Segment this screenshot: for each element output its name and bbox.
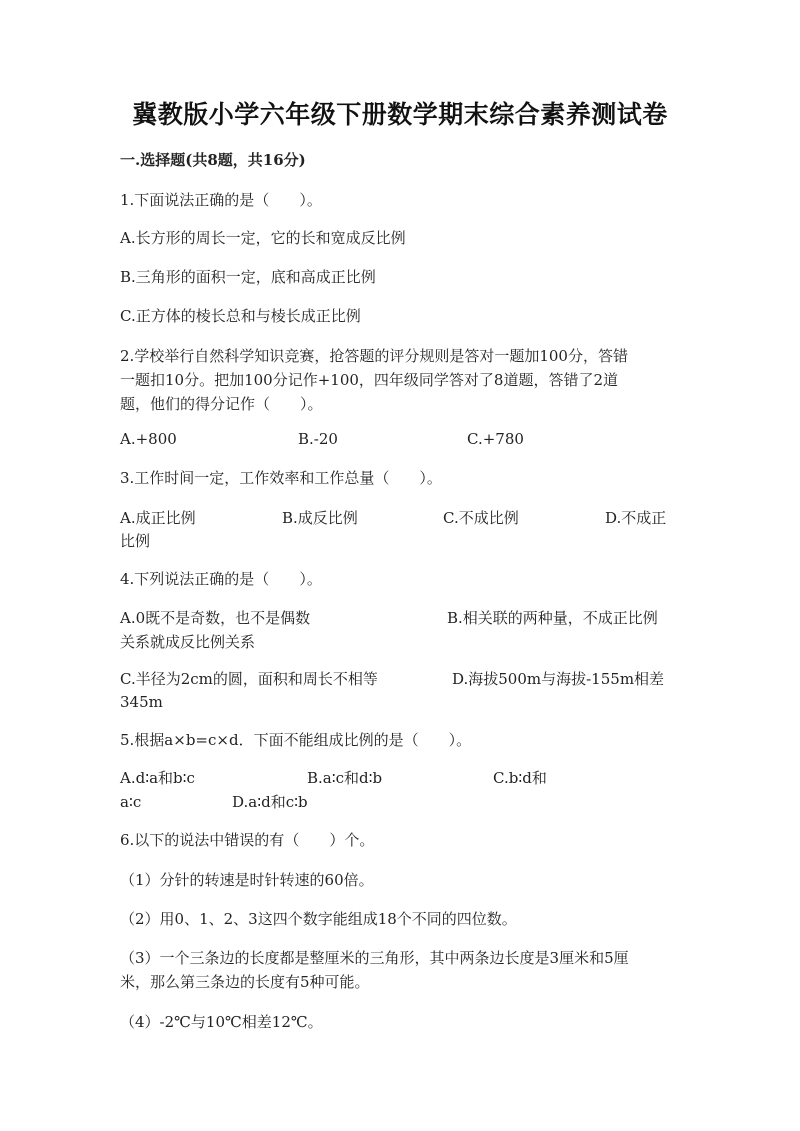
question-2-option-a: A.+800	[120, 430, 177, 448]
question-3-option-d: D.不成正	[605, 509, 667, 527]
question-5-option-a: A.d∶a和b∶c	[120, 769, 195, 787]
question-6-stem: 6.以下的说法中错误的有（ ）个。	[120, 831, 375, 849]
question-5-option-b: B.a∶c和d∶b	[307, 769, 383, 787]
question-3-option-d-continued: 比例	[120, 532, 151, 550]
question-3-stem: 3.工作时间一定，工作效率和工作总量（ ）。	[120, 469, 442, 487]
question-4-option-d-continued: 345m	[120, 693, 163, 711]
question-4-option-d: D.海拔500m与海拔-155m相差	[452, 670, 665, 688]
question-6-item-4: （4）-2℃与10℃相差12℃。	[120, 1013, 323, 1031]
question-2-option-b: B.-20	[298, 430, 338, 448]
question-6-item-1: （1）分针的转速是时针转速的60倍。	[120, 871, 374, 889]
section-heading: 一.选择题(共8题，共16分)	[120, 151, 306, 169]
question-6-item-3-line-2: 米，那么第三条边的长度有5种可能。	[120, 973, 370, 991]
question-2-option-c: C.+780	[467, 430, 524, 448]
question-6-item-2: （2）用0、1、2、3这四个数字能组成18个不同的四位数。	[120, 910, 517, 928]
question-3-option-c: C.不成比例	[443, 509, 519, 527]
question-6-item-3-line-1: （3）一个三条边的长度都是整厘米的三角形，其中两条边长度是3厘米和5厘	[120, 949, 629, 967]
question-5-option-c: C.b∶d和	[493, 769, 547, 787]
question-1-stem: 1.下面说法正确的是（ ）。	[120, 191, 322, 209]
question-2-stem-line-2: 一题扣10分。把加100分记作+100，四年级同学答对了8道题，答错了2道	[120, 371, 619, 389]
question-4-option-b: B.相关联的两种量，不成正比例	[447, 609, 658, 627]
question-2-stem-line-3: 题，他们的得分记作（ ）。	[120, 395, 323, 413]
question-1-option-c: C.正方体的棱长总和与棱长成正比例	[120, 307, 361, 325]
question-5-stem: 5.根据a×b=c×d．下面不能组成比例的是（ ）。	[120, 731, 472, 749]
page-title: 冀教版小学六年级下册数学期末综合素养测试卷	[132, 100, 668, 129]
question-4-option-a: A.0既不是奇数，也不是偶数	[120, 609, 311, 627]
question-5-option-d: D.a∶d和c∶b	[232, 793, 308, 811]
question-4-option-c: C.半径为2cm的圆，面积和周长不相等	[120, 670, 378, 688]
question-1-option-b: B.三角形的面积一定，底和高成正比例	[120, 268, 376, 286]
question-4-stem: 4.下列说法正确的是（ ）。	[120, 570, 322, 588]
question-5-option-c-continued: a∶c	[120, 793, 142, 811]
question-2-stem-line-1: 2.学校举行自然科学知识竞赛，抢答题的评分规则是答对一题加100分，答错	[120, 347, 628, 365]
question-1-option-a: A.长方形的周长一定，它的长和宽成反比例	[120, 229, 406, 247]
question-3-option-a: A.成正比例	[120, 509, 196, 527]
question-4-option-b-continued: 关系就成反比例关系	[120, 633, 256, 651]
question-3-option-b: B.成反比例	[282, 509, 358, 527]
